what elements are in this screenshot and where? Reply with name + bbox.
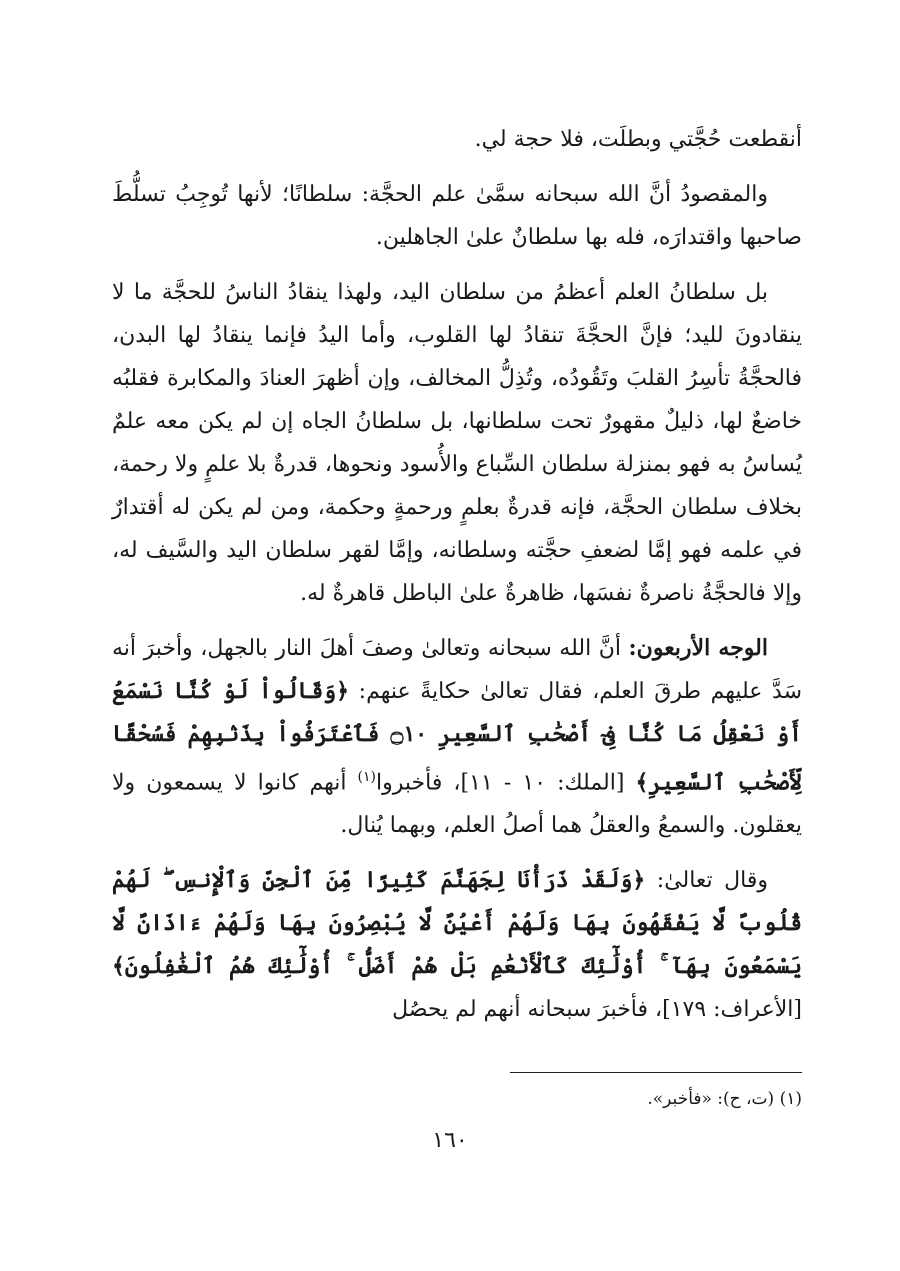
paragraph-text: [الأعراف: ١٧٩]، فأخبرَ سبحانه أنهم لم يحصُل	[392, 997, 802, 1023]
footnote-divider	[510, 1072, 802, 1073]
paragraph-sultan-definition: والمقصودُ أنَّ الله سبحانه سمَّىٰ علم الحجَّة: سلطانًا؛ لأنها تُوجِبُ تسلُّطَ صاحبها واقتدارَه، فله بها سلطانٌ علىٰ الجاهلين.	[112, 182, 802, 250]
paragraph-continuation: أنقطعت حُجَّتي وبطلَت، فلا حجة لي.	[474, 127, 802, 152]
paragraph-text: [الملك: ١٠ - ١١]، فأخبروا	[376, 770, 636, 796]
page-body	[112, 118, 802, 1031]
paragraph-text: أنَّ الله سبحانه وتعالىٰ وصفَ أهلَ النار بالجهل، وأخبرَ أنه سَدَّ عليهم طرقَ العلم، فقال تعالىٰ حكايةً عنهم:	[112, 636, 802, 704]
page-number: ١٦٠	[432, 1128, 468, 1153]
paragraph-araf-verse	[112, 859, 802, 1031]
quran-verse: ﴿وَقَالُواْ لَوْ كُنَّا نَسْمَعُ أَوْ نَعْقِلُ مَا كُنَّا فِىٓ أَصْحَٰبِ ٱلسَّعِيرِ ۝١٠ فَٱعْتَرَفُواْ بِذَنۢبِهِمْ فَسُحْقًا لِّأَصْحَٰبِ ٱلسَّعِيرِ﴾	[112, 678, 802, 796]
section-heading: الوجه الأربعون:	[628, 635, 768, 661]
paragraph-text: أنهم كانوا لا يسمعون ولا يعقلون. والسمعُ والعقلُ هما أصلُ العلم، وبهما يُنال.	[112, 770, 802, 839]
paragraph-fortieth-aspect	[112, 627, 802, 847]
paragraph-sultan-knowledge: بل سلطانُ العلم أعظمُ من سلطان اليد، ولهذا ينقادُ الناسُ للحجَّة ما لا ينقادونَ لليد؛ فإنَّ الحجَّةَ تنقادُ لها القلوب، وأما اليدُ فإنما ينقادُ لها البدن، فالحجَّةُ تأسِرُ القلبَ وتَقُودُه، وتُذِلُّ المخالف، وإن أظهرَ العنادَ والمكابرة فقلبُه خاضعٌ لها، ذليلٌ مقهورٌ تحت سلطانها، بل سلطانُ الجاه إن لم يكن معه علمٌ يُساسُ به فهو بمنزلة سلطان السِّباع والأُسود ونحوها، قدرةٌ بلا علمٍ ولا رحمة، بخلاف سلطان الحجَّة، فإنه قدرةٌ بعلمٍ ورحمةٍ وحكمة، ومن لم يكن له أقتدارٌ في علمه فهو إمَّا لضعفِ حجَّته وسلطانه، وإمَّا لقهر سلطان اليد والسَّيف له، وإلا فالحجَّةُ ناصرةٌ نفسَها، ظاهرةٌ علىٰ الباطل قاهرةٌ له.	[112, 280, 802, 606]
footnote: (١) (ت، ح): «فأخبر».	[647, 1089, 802, 1109]
paragraph-text: وقال تعالىٰ:	[645, 868, 768, 894]
quran-verse: ﴿وَلَقَدْ ذَرَأْنَا لِجَهَنَّمَ كَثِيرًا مِّنَ ٱلْجِنِّ وَٱلْإِنسِ ۖ لَهُمْ قُلُوبٌ لَّا يَفْقَهُونَ بِهَا وَلَهُمْ أَعْيُنٌ لَّا يُبْصِرُونَ بِهَا وَلَهُمْ ءَاذَانٌ لَّا يَسْمَعُونَ بِهَآ ۚ أُوْلَٰٓئِكَ كَٱلْأَنْعَٰمِ بَلْ هُمْ أَضَلُّ ۚ أُوْلَٰٓئِكَ هُمُ ٱلْغَٰفِلُونَ﴾	[112, 867, 802, 980]
footnote-reference[interactable]: (١)	[357, 769, 377, 785]
